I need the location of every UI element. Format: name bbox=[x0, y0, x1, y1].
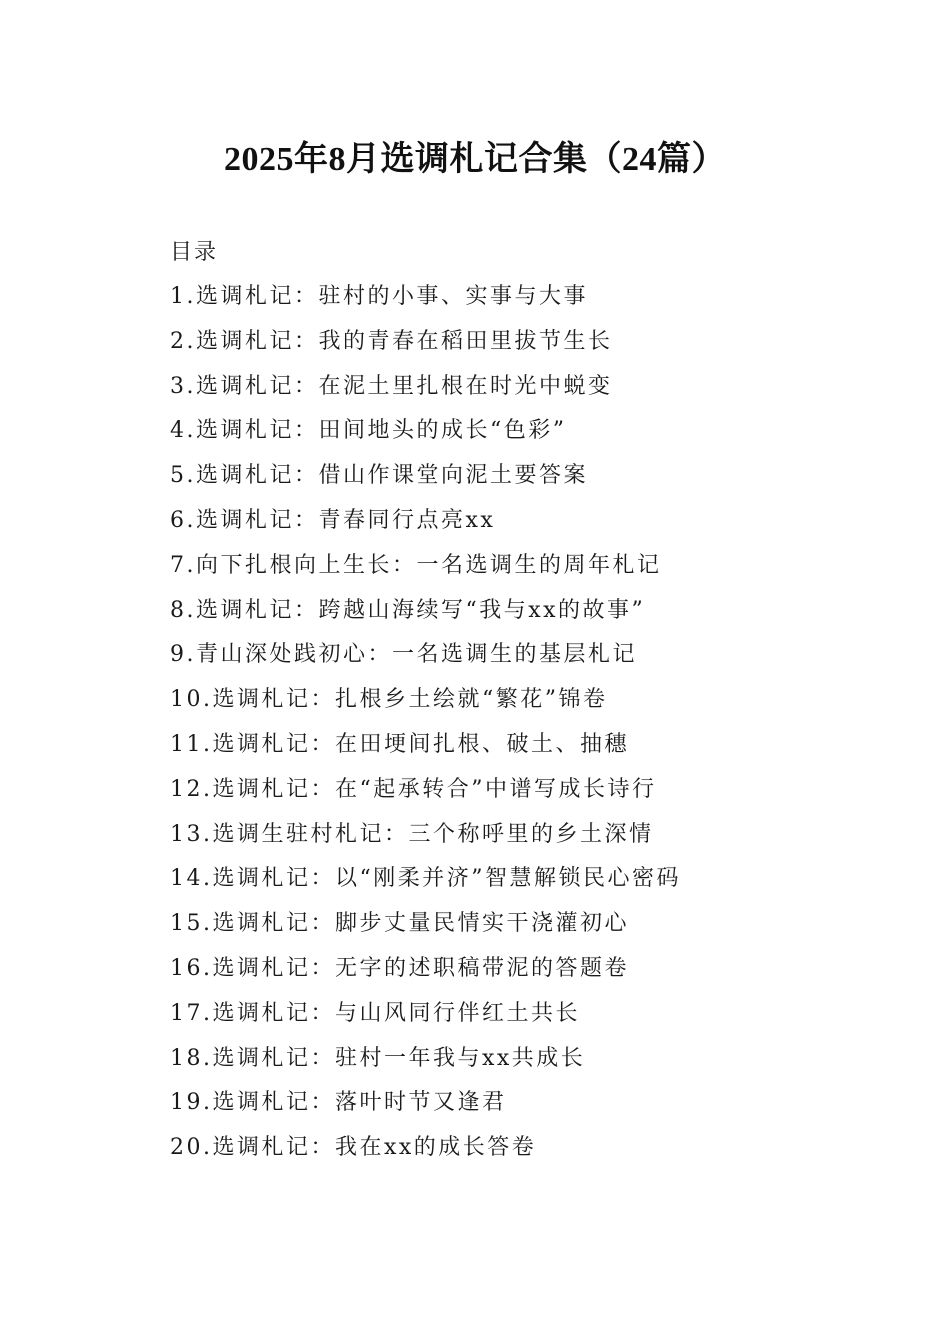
toc-item: 13.选调生驻村札记：三个称呼里的乡土深情 bbox=[170, 821, 654, 847]
toc-item: 19.选调札记：落叶时节又逢君 bbox=[170, 1090, 507, 1116]
toc-heading: 目录 bbox=[170, 240, 219, 265]
document-title: 2025年8月选调札记合集（24篇） bbox=[224, 141, 726, 178]
toc-item: 17.选调札记：与山风同行伴红土共长 bbox=[170, 1000, 580, 1026]
toc-item: 1.选调札记：驻村的小事、实事与大事 bbox=[170, 284, 588, 309]
toc-item: 16.选调札记：无字的述职稿带泥的答题卷 bbox=[170, 955, 629, 981]
toc-item: 20.选调札记：我在xx的成长答卷 bbox=[170, 1135, 537, 1161]
toc-item: 3.选调札记：在泥土里扎根在时光中蜕变 bbox=[170, 373, 613, 399]
toc-item: 5.选调札记：借山作课堂向泥土要答案 bbox=[170, 463, 588, 489]
toc-item: 10.选调札记：扎根乡土绘就“繁花”锦卷 bbox=[170, 687, 608, 713]
toc-item: 4.选调札记：田间地头的成长“色彩” bbox=[170, 418, 567, 444]
toc-item: 12.选调札记：在“起承转合”中谱写成长诗行 bbox=[170, 776, 657, 802]
toc-item: 7.向下扎根向上生长：一名选调生的周年札记 bbox=[170, 552, 662, 578]
toc-item: 15.选调札记：脚步丈量民情实干浇灌初心 bbox=[170, 911, 629, 937]
toc-item: 9.青山深处践初心：一名选调生的基层札记 bbox=[170, 642, 637, 668]
toc-list bbox=[170, 275, 810, 1171]
toc-item: 14.选调札记：以“刚柔并济”智慧解锁民心密码 bbox=[170, 866, 681, 892]
toc-item: 11.选调札记：在田埂间扎根、破土、抽穗 bbox=[170, 731, 629, 757]
toc-item: 6.选调札记：青春同行点亮xx bbox=[170, 507, 496, 533]
table-of-contents bbox=[170, 230, 810, 1171]
toc-item: 8.选调札记：跨越山海续写“我与xx的故事” bbox=[170, 597, 646, 623]
toc-item: 18.选调札记：驻村一年我与xx共成长 bbox=[170, 1045, 586, 1071]
toc-item: 2.选调札记：我的青春在稻田里拔节生长 bbox=[170, 328, 613, 354]
